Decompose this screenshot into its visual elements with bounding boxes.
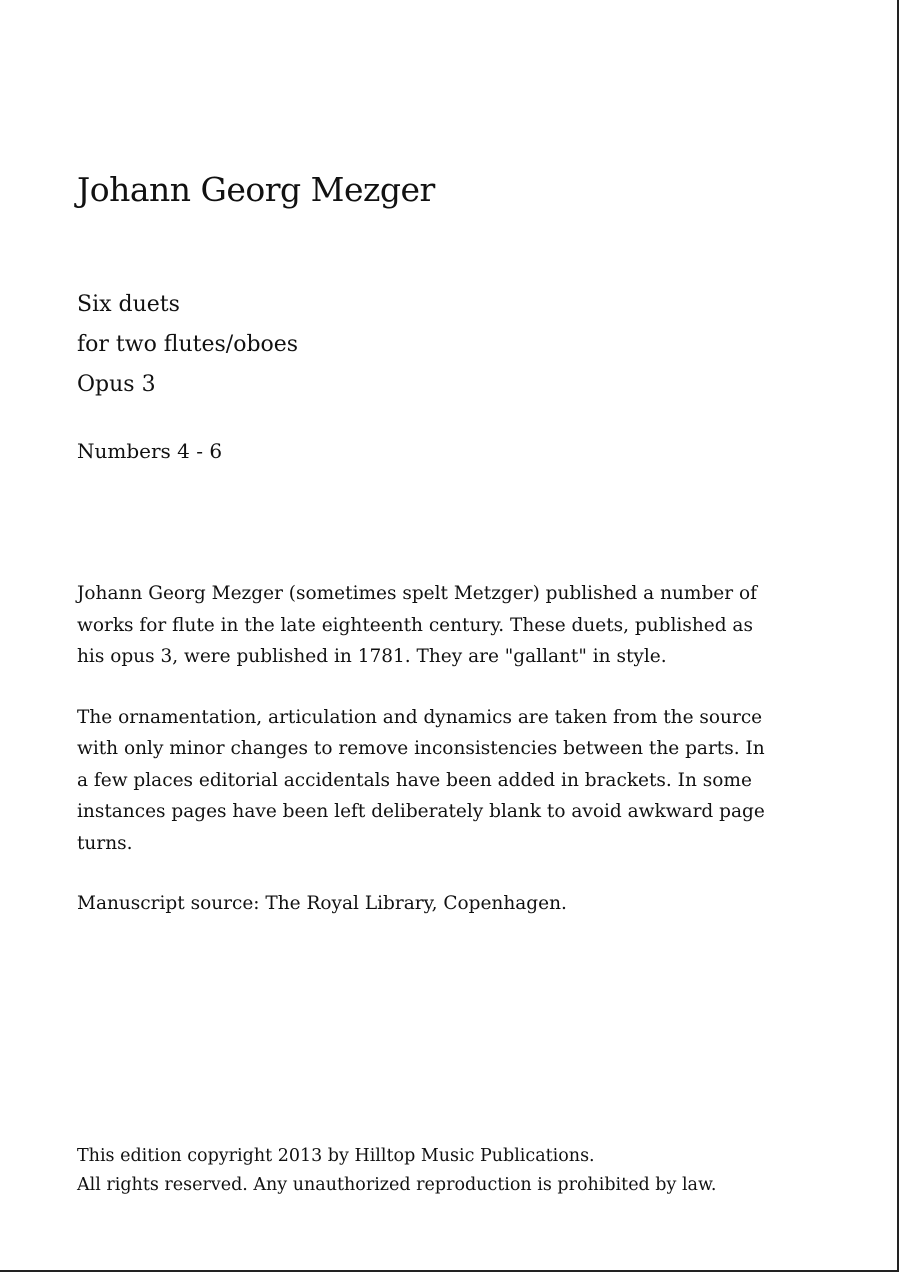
work-title-block	[77, 285, 298, 405]
copyright-line-1: This edition copyright 2013 by Hilltop Music Publications.	[77, 1146, 595, 1166]
copyright-line-2: All rights reserved. Any unauthorized reproduction is prohibited by law.	[77, 1175, 717, 1195]
notes-paragraph-editorial: The ornamentation, articulation and dynamics are taken from the source with only minor changes to remove inconsistencies between the parts. In a few places editorial accidentals have been added in brackets. In some instances pages have been left deliberately blank to avoid awkward page turns.	[77, 706, 765, 854]
work-title: Six duets	[77, 292, 180, 317]
editorial-notes	[77, 578, 767, 949]
composer-name: Johann Georg Mezger	[77, 170, 435, 209]
work-opus: Opus 3	[77, 372, 156, 397]
copyright-notice	[77, 1142, 767, 1200]
work-instrumentation: for two flutes/oboes	[77, 332, 299, 357]
notes-source: Manuscript source: The Royal Library, Copenhagen.	[77, 893, 567, 914]
notes-paragraph-history: Johann Georg Mezger (sometimes spelt Metzger) published a number of works for flute in the late eighteenth century. These duets, published as his opus 3, were published in 1781. They are "gallant" in style.	[77, 583, 757, 667]
work-numbers: Numbers 4 - 6	[77, 439, 223, 463]
